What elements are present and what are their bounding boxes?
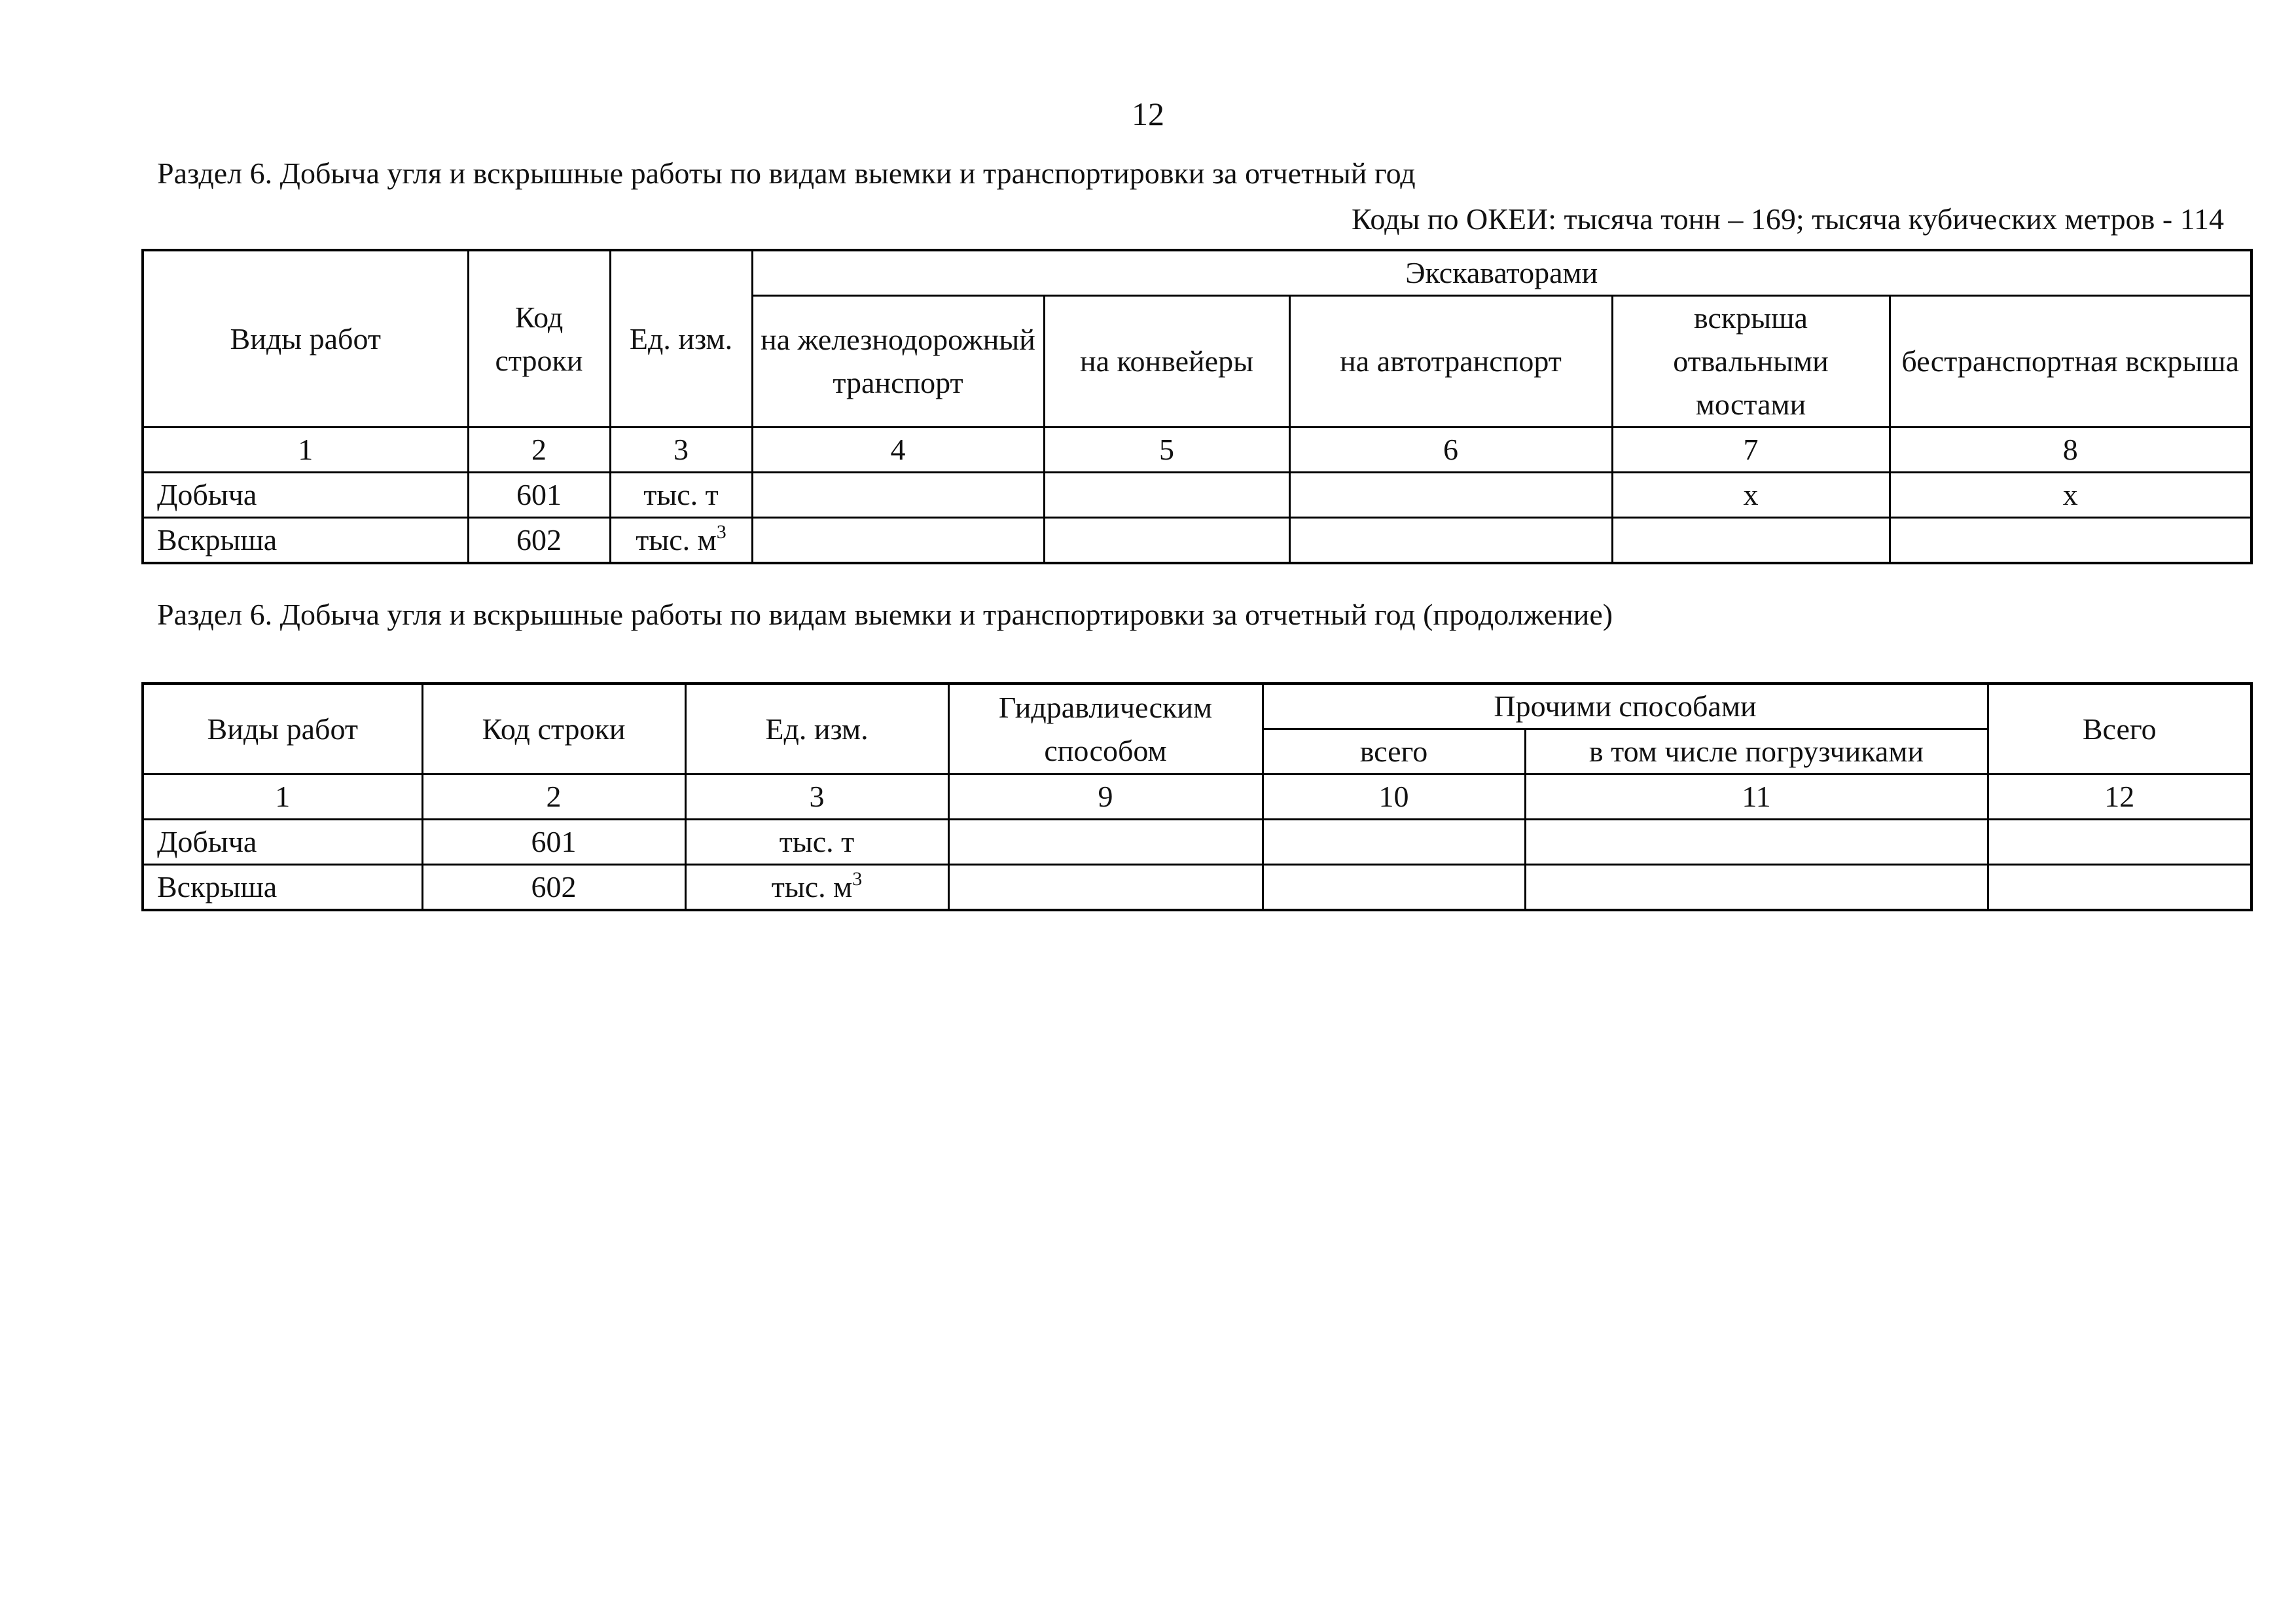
data-cell[interactable] [1044,473,1289,518]
okei-codes: Коды по ОКЕИ: тысяча тонн – 169; тысяча кубических метров - 114 [1352,202,2224,236]
column-number: 9 [948,775,1263,820]
header-transportless: бестранспортная вскрыша [1890,296,2251,428]
data-cell[interactable] [1289,518,1612,564]
section-6-title: Раздел 6. Добыча угля и вскрышные работы по видам выемки и транспортировки за отчетный год [157,156,1416,190]
row-code: 601 [468,473,610,518]
row-code: 601 [422,820,685,865]
header-unit: Ед. изм. [610,250,752,428]
header-railway: на железнодорожный транспорт [752,296,1044,428]
header-excavators: Экскаваторами [752,250,2251,296]
header-work-type: Виды работ [143,250,468,428]
column-number: 5 [1044,428,1289,473]
data-cell[interactable] [1525,820,1988,865]
column-number: 3 [610,428,752,473]
header-conveyors: на конвейеры [1044,296,1289,428]
column-number: 11 [1525,775,1988,820]
row-code: 602 [422,865,685,911]
column-number: 3 [685,775,948,820]
data-cell[interactable] [1044,518,1289,564]
header-work-type: Виды работ [143,684,422,775]
data-cell[interactable] [1890,518,2251,564]
row-unit [685,865,948,911]
column-number: 4 [752,428,1044,473]
column-number: 1 [143,428,468,473]
section-6-continued-title: Раздел 6. Добыча угля и вскрышные работы по видам выемки и транспортировки за отчетный год (продолжение) [157,598,1613,631]
column-number: 7 [1612,428,1890,473]
section-6-table [141,249,2253,564]
data-cell[interactable] [752,518,1044,564]
row-unit: тыс. т [610,473,752,518]
data-cell: x [1612,473,1890,518]
row-code: 602 [468,518,610,564]
header-row-code: Код строки [422,684,685,775]
page-number: 12 [1132,96,1164,132]
table-row [143,865,2251,911]
row-name: Добыча [143,820,422,865]
unit-superscript: 3 [852,867,863,890]
header-hydraulic: Гидравлическим способом [948,684,1263,775]
column-number: 10 [1263,775,1525,820]
data-cell[interactable] [752,473,1044,518]
section-6-continued-table [141,682,2253,911]
row-unit: тыс. т [685,820,948,865]
unit-text: тыс. м [636,523,717,556]
header-bridges: вскрыша отвальными мостами [1612,296,1890,428]
table-row [143,518,2251,564]
data-cell[interactable] [1525,865,1988,911]
data-cell[interactable] [1263,820,1525,865]
data-cell: x [1890,473,2251,518]
header-loaders: в том числе погрузчиками [1525,729,1988,775]
data-cell[interactable] [948,865,1263,911]
data-cell[interactable] [948,820,1263,865]
unit-superscript: 3 [716,520,726,543]
table-row [143,473,2251,518]
header-other-methods: Прочими способами [1263,684,1988,729]
header-trucks: на автотранспорт [1289,296,1612,428]
header-row-code: Код строки [468,250,610,428]
data-cell[interactable] [1263,865,1525,911]
column-number: 6 [1289,428,1612,473]
column-number: 1 [143,775,422,820]
table-row [143,820,2251,865]
data-cell[interactable] [1289,473,1612,518]
header-unit: Ед. изм. [685,684,948,775]
data-cell[interactable] [1988,820,2251,865]
column-number: 12 [1988,775,2251,820]
column-number: 8 [1890,428,2251,473]
header-total: Всего [1988,684,2251,775]
header-other-total: всего [1263,729,1525,775]
row-name: Вскрыша [143,865,422,911]
unit-text: тыс. м [771,870,853,903]
column-number: 2 [468,428,610,473]
data-cell[interactable] [1988,865,2251,911]
row-name: Добыча [143,473,468,518]
row-unit [610,518,752,564]
column-number: 2 [422,775,685,820]
row-name: Вскрыша [143,518,468,564]
data-cell[interactable] [1612,518,1890,564]
